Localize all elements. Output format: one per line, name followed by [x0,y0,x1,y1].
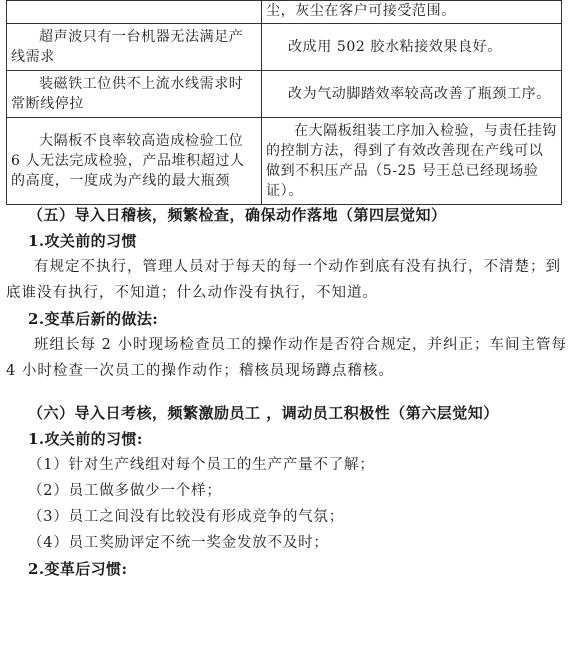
document-body [6,196,576,582]
paragraph: 班组长每 2 小时现场检查员工的操作动作是否符合规定，并纠正；车间主管每 4 小时检查一次员工的操作动作；稽核员现场蹲点稽核。 [6,337,567,379]
section-heading: （六）导入日考核，频繁激励员工 ，调动员工积极性（第六层觉知） [28,404,499,422]
table-cell-solution: 改为气动脚踏效率较高改善了瓶颈工序。 [262,71,562,118]
list-item: （4）员工奖励评定不统一奖金发放不及时； [28,535,329,551]
table-cell-problem: 装磁铁工位供不上流水线需求时常断线停拉 [7,71,262,118]
subheading: 2.变革后新的做法: [28,310,159,328]
table-cell-problem: 大隔板不良率较高造成检验工位 6 人无法完成检验，产品堆积超过人的高度，一度成为产线的最大瓶颈 [7,118,262,205]
section-heading: （五）导入日稽核，频繁检查，确保动作落地（第四层觉知） [28,206,447,224]
paragraph: 有规定不执行，管理人员对于每天的每一个动作到底有没有执行，不清楚；到底谁没有执行，不知道；什么动作没有执行，不知道。 [6,259,561,301]
list-item: （1）针对生产线组对每个员工的生产产量不了解； [28,457,375,473]
improvement-table [6,0,562,205]
subheading: 2.变革后习惯: [28,560,128,578]
table-cell-solution: 在大隔板组装工序加入检验，与责任挂钩的控制方法，得到了有效改善现在产线可以做到不积压产品（5-25 号王总已经现场验证）。 [262,118,562,205]
table-row [7,1,562,24]
table-cell-solution: 改成用 502 胶水粘接效果良好。 [262,24,562,71]
table-cell-problem: 超声波只有一台机器无法满足产线需求 [7,24,262,71]
subheading: 1.攻关前的习惯: [28,430,143,448]
list-item: （3）员工之间没有比较没有形成竞争的气氛； [28,509,345,525]
table-cell-problem [7,1,262,24]
table-row [7,118,562,205]
table-cell-solution: 尘，灰尘在客户可接受范围。 [262,1,562,24]
table-row [7,71,562,118]
list-item: （2）员工做多做少一个样； [28,483,222,499]
subheading: 1.攻关前的习惯 [28,232,137,250]
table-row [7,24,562,71]
